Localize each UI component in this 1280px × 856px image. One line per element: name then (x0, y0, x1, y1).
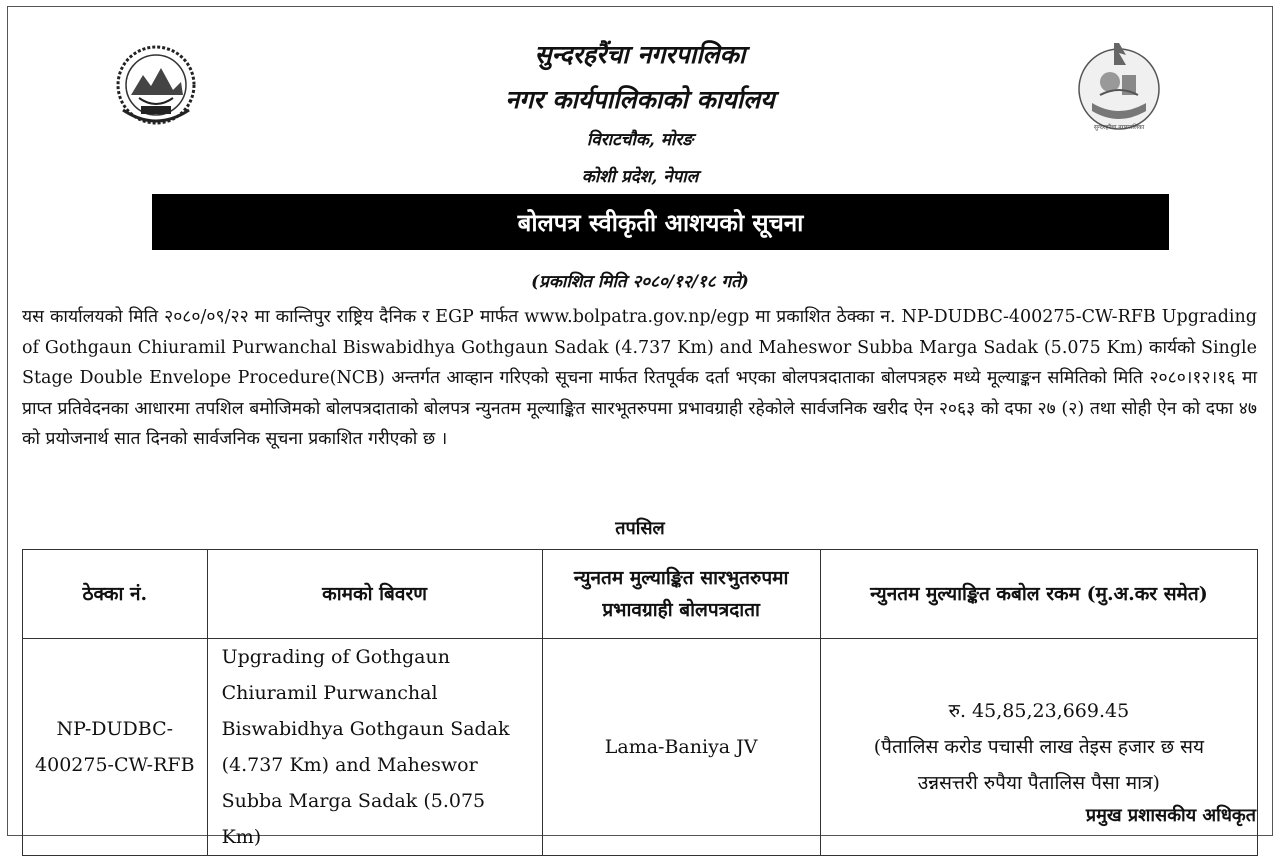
table-header-row (23, 550, 1258, 639)
signoff: प्रमुख प्रशासकीय अधिकृत (1085, 805, 1256, 826)
work-description: Upgrading of Gothgaun Chiuramil Purwanchal Biswabidhya Gothgaun Sadak (4.737 Km) and Maheswor Subba Marga Sadak (5.075 Km) (207, 639, 542, 856)
seal-text: सुन्दरहरैंचा नगरपालिका (1093, 124, 1145, 131)
header-description: कामको बिवरण (207, 550, 542, 639)
office-name: नगर कार्यपालिकाको कार्यालय (505, 85, 775, 114)
bid-amount-words: (पैतालिस करोड पचासी लाख तेइस हजार छ सय उन्नसत्तरी रुपैया पैतालिस पैसा मात्र) (873, 736, 1205, 794)
header-contract-no: ठेक्का नं. (23, 550, 208, 639)
bidder-name: Lama-Baniya JV (542, 639, 820, 856)
details-heading: तपसिल (615, 518, 665, 539)
notice-title: बोलपत्र स्वीकृती आशयको सूचना (152, 194, 1169, 250)
header-amount: न्युनतम मुल्याङ्कित कबोल रकम (मु.अ.कर समेत) (820, 550, 1257, 639)
details-table (22, 549, 1258, 856)
office-location: विराटचौक, मोरङ (586, 130, 694, 150)
contract-number: NP-DUDBC-400275-CW-RFB (23, 639, 208, 856)
province-country: कोशी प्रदेश, नेपाल (581, 167, 699, 187)
header-bidder: न्युनतम मुल्याङ्कित सारभुतरुपमा प्रभावग्राही बोलपत्रदाता (542, 550, 820, 639)
notice-page (7, 6, 1273, 848)
bid-amount: रु. 45,85,23,669.45 (948, 700, 1130, 722)
table-row (23, 639, 1258, 856)
municipality-name: सुन्दरहरैंचा नगरपालिका (534, 40, 746, 69)
published-date: (प्रकाशित मिति २०८०/१२/१८ गते) (531, 272, 749, 292)
notice-body: यस कार्यालयको मिति २०८०/०९/२२ मा कान्तिपुर राष्ट्रिय दैनिक र EGP मार्फत www.bolpatra.gov.np/egp मा प्रकाशित ठेक्का न. NP-DUDBC-400275-CW-RFB Upgrading of Gothgaun Chiuramil Purwanchal Biswabidhya Gothgaun Sadak (4.737 Km) and Maheswor Subba Marga Sadak (5.075 Km) कार्यको Single Stage Double Envelope Procedure(NCB) अन्तर्गत आव्हान गरिएको सूचना मार्फत रितपूर्वक दर्ता भएका बोलपत्रदाताका बोलपत्रहरु मध्ये मूल्याङ्कन समितिको मिति २०८०।१२।१६ मा प्राप्त प्रतिवेदनका आधारमा तपशिल बमोजिमको बोलपत्रदाताको बोलपत्र न्युनतम मूल्याङ्कित सारभूतरुपमा प्रभावग्राही रहेकोले सार्वजनिक खरीद ऐन २०६३ को दफा २७ (२) तथा सोही ऐन को दफा ४७ को प्रयोजनार्थ सात दिनको सार्वजनिक सूचना प्रकाशित गरीएको छ । (22, 307, 1257, 449)
